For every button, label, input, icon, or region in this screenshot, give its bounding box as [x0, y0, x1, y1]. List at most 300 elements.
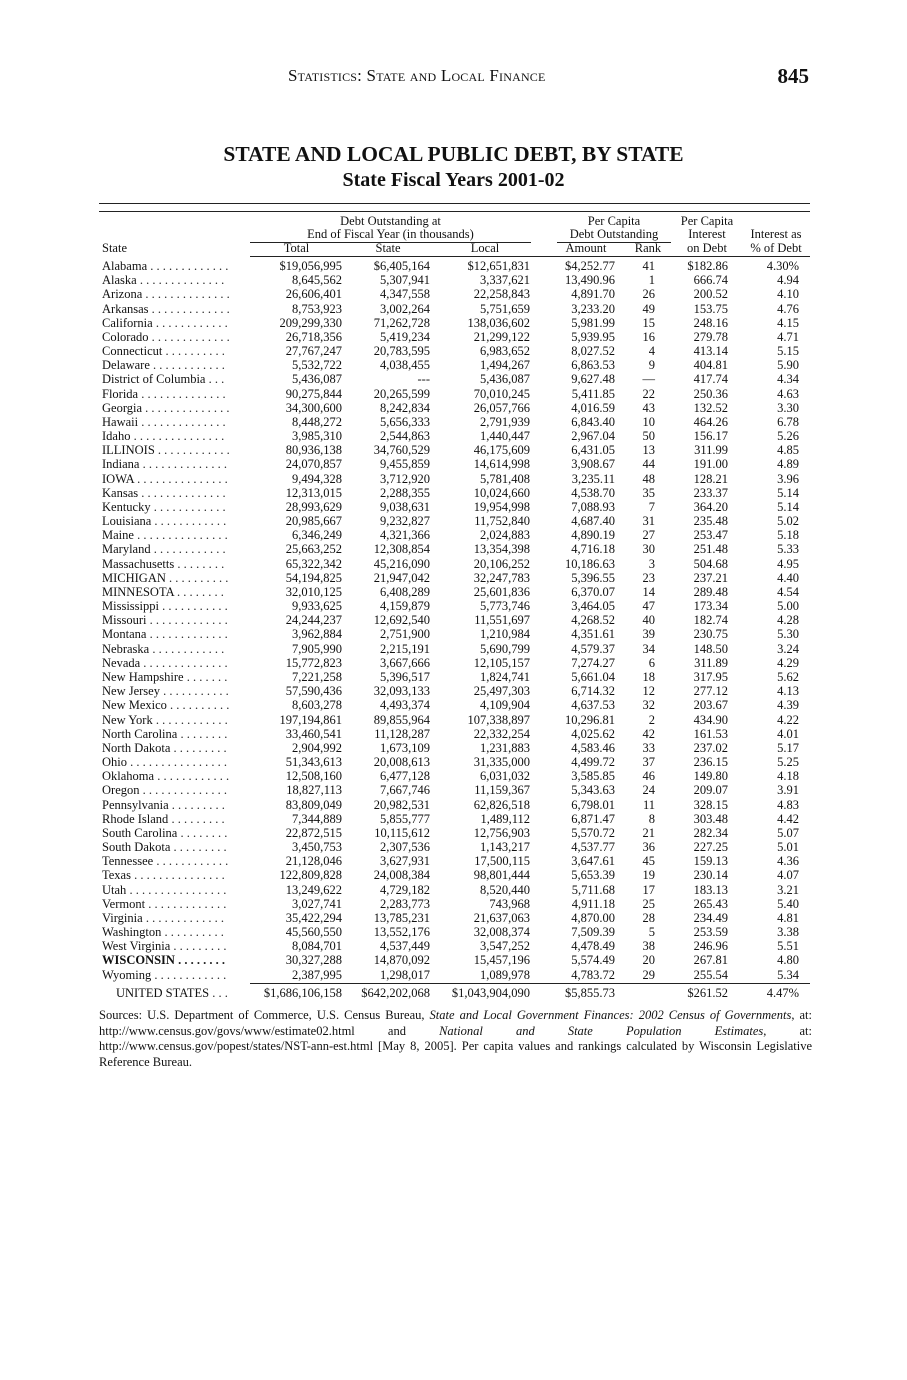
state-name: District of Columbia: [102, 372, 206, 387]
leader-dots: . . . . . . . . . . . .: [151, 967, 227, 982]
state-name: MINNESOTA: [102, 584, 174, 599]
cell-local: 22,258,843: [473, 287, 530, 302]
cell-state-debt: 45,216,090: [373, 556, 430, 571]
cell-total: 80,936,138: [285, 443, 342, 458]
header-state-debt: State: [375, 241, 401, 255]
cell-interest: 230.14: [693, 868, 728, 883]
cell-state-name: [102, 542, 248, 556]
leader-dots: . . . . . . . . . .: [166, 698, 230, 713]
cell-amount: 3,235.11: [571, 471, 615, 486]
header-debt-group-line1: Debt Outstanding at: [340, 214, 441, 228]
table-row: [99, 542, 810, 556]
table-row: [99, 727, 810, 741]
state-name: Oklahoma: [102, 769, 155, 784]
state-name: Oregon: [102, 783, 140, 798]
cell-rank: 14: [642, 584, 655, 599]
leader-dots: . . . . . . . .: [173, 584, 224, 599]
table-row: [99, 840, 810, 854]
state-name: Texas: [102, 868, 131, 883]
cell-state-debt: 2,283,773: [380, 896, 430, 911]
cell-interest: 417.74: [693, 372, 728, 387]
cell-state-debt: 9,038,631: [380, 499, 430, 514]
table-row: [99, 613, 810, 627]
cell-local: 8,520,440: [480, 882, 530, 897]
table-subtitle: State Fiscal Years 2001-02: [342, 169, 565, 191]
cell-amount: 5,396.55: [571, 570, 615, 585]
state-name: Alabama: [102, 259, 148, 273]
cell-state-debt: 13,552,176: [373, 925, 430, 940]
table-row: [99, 854, 810, 868]
state-name: Arkansas: [102, 301, 149, 316]
state-name: North Carolina: [102, 726, 178, 741]
state-name: North Dakota: [102, 740, 171, 755]
table-row: [99, 287, 810, 301]
cell-rank: 28: [642, 910, 655, 925]
cell-state-name: [102, 557, 248, 571]
cell-state-name: [102, 868, 248, 882]
header-state: State: [102, 241, 127, 255]
table-row: [99, 500, 810, 514]
cell-pct: 5.30: [777, 627, 799, 642]
cell-rank: 43: [642, 400, 655, 415]
cell-total: 22,872,515: [285, 825, 342, 840]
cell-interest: 156.17: [693, 429, 728, 444]
cell-amount: 3,585.85: [571, 769, 615, 784]
cell-rank: 37: [642, 755, 655, 770]
cell-rank: 49: [642, 301, 655, 316]
table-row: [99, 599, 810, 613]
cell-interest: 404.81: [693, 358, 728, 373]
cell-total: 209,299,330: [279, 315, 342, 330]
cell-state-name: [102, 656, 248, 670]
cell-local: 21,299,122: [473, 329, 530, 344]
cell-state-name: [102, 585, 248, 599]
state-name: West Virginia: [102, 939, 171, 954]
table-row: [99, 741, 810, 755]
cell-total: 2,387,995: [292, 967, 342, 982]
cell-pct: 4.28: [777, 613, 799, 628]
cell-amount: $4,252.77: [565, 259, 615, 273]
cell-pct: 4.29: [777, 655, 799, 670]
table-row: [99, 627, 810, 641]
cell-local: 11,551,697: [474, 613, 530, 628]
cell-rank: 33: [642, 740, 655, 755]
header-interest-line3: on Debt: [687, 241, 727, 255]
state-name: New York: [102, 712, 153, 727]
cell-total: 9,933,625: [292, 599, 342, 614]
cell-state-debt: 24,008,384: [373, 868, 430, 883]
state-name: Missouri: [102, 613, 147, 628]
cell-state-debt: 14,870,092: [373, 953, 430, 968]
leader-dots: . . . . . . . . . . . . .: [148, 301, 230, 316]
leader-dots: . . . . . . . . . . . .: [152, 712, 228, 727]
cell-total: 34,300,600: [285, 400, 342, 415]
cell-total: 12,313,015: [285, 485, 342, 500]
cell-state-debt: 12,308,854: [373, 542, 430, 557]
cell-rank: 46: [642, 769, 655, 784]
cell-local: 6,031,032: [480, 769, 530, 784]
cell-state-debt: $6,405,164: [373, 259, 430, 273]
cell-amount: 6,714.32: [571, 684, 615, 699]
leader-dots: . . . . . . . . . . . .: [151, 514, 227, 529]
cell-pct: 5.18: [777, 528, 799, 543]
cell-pct: 3.30: [777, 400, 799, 415]
table-row: [99, 769, 810, 783]
cell-amount: 5,939.95: [571, 329, 615, 344]
cell-amount: 6,871.47: [571, 811, 615, 826]
cell-total: 8,645,562: [292, 273, 342, 288]
cell-pct: 5.17: [777, 740, 799, 755]
table-row: [99, 698, 810, 712]
header-debt-group-line2: End of Fiscal Year (in thousands): [307, 227, 474, 241]
cell-pct: 5.00: [777, 599, 799, 614]
cell-amount: 4,891.70: [571, 287, 615, 302]
state-name: Virginia: [102, 910, 143, 925]
cell-pct: 3.38: [777, 925, 799, 940]
cell-total: 57,590,436: [285, 684, 342, 699]
cell-amount: 4,025.62: [571, 726, 615, 741]
leader-dots: . . . . . . . .: [174, 556, 225, 571]
table-title: STATE AND LOCAL PUBLIC DEBT, BY STATE: [223, 142, 684, 166]
header-interest-line2: Interest: [688, 227, 726, 241]
table-row: [99, 486, 810, 500]
cell-pct: 4.95: [777, 556, 799, 571]
cell-amount: 4,538.70: [571, 485, 615, 500]
cell-local: 1,494,267: [480, 358, 530, 373]
cell-state-name: [102, 372, 248, 386]
state-name: Louisiana: [102, 514, 152, 529]
cell-pct: 5.14: [777, 485, 799, 500]
cell-state-debt: 11,128,287: [374, 726, 430, 741]
leader-dots: . . . . . . . .: [174, 953, 225, 968]
cell-state-debt: 2,751,900: [380, 627, 430, 642]
cell-rank: 2: [648, 712, 655, 727]
cell-state-name: [102, 984, 262, 1002]
cell-amount: 4,687.40: [571, 514, 615, 529]
leader-dots: . . . . . . . . . . . .: [153, 854, 229, 869]
cell-pct: 4.07: [777, 868, 799, 883]
cell-local: 46,175,609: [473, 443, 530, 458]
state-name: Idaho: [102, 429, 131, 444]
cell-local: 1,143,217: [480, 840, 530, 855]
cell-pct: 4.34: [777, 372, 799, 387]
table-row: [99, 684, 810, 698]
cell-local: 22,332,254: [473, 726, 530, 741]
cell-state-name: [102, 613, 248, 627]
cell-total: 8,603,278: [292, 698, 342, 713]
cell-rank: 36: [642, 840, 655, 855]
cell-local: 3,547,252: [480, 939, 530, 954]
cell-state-debt: 6,408,289: [380, 584, 430, 599]
state-name: Georgia: [102, 400, 143, 415]
table-row: [99, 316, 810, 330]
table-row: [99, 911, 810, 925]
cell-pct: 4.01: [777, 726, 799, 741]
cell-pct: 4.42: [777, 811, 799, 826]
state-name: New Jersey: [102, 684, 160, 699]
cell-local: 1,210,984: [480, 627, 530, 642]
table-row: [99, 387, 810, 401]
cell-local: 98,801,444: [473, 868, 530, 883]
table-row: [99, 372, 810, 386]
cell-local: $12,651,831: [467, 259, 530, 273]
cell-pct: 4.76: [777, 301, 799, 316]
table-row: [99, 868, 810, 882]
state-name: Massachusetts: [102, 556, 175, 571]
cell-state-debt: 32,093,133: [373, 684, 430, 699]
cell-state-name: [102, 897, 248, 911]
leader-dots: . . . . . . . . . . . . .: [146, 627, 228, 642]
cell-interest: 191.00: [693, 457, 728, 472]
cell-interest: 265.43: [693, 896, 728, 911]
cell-pct: 4.94: [777, 273, 799, 288]
cell-state-debt: 20,783,595: [373, 344, 430, 359]
sources-mid: , at: http://www.census.gov/govs/www/estimate02.html and: [99, 1008, 812, 1038]
cell-state-debt: 2,215,191: [380, 641, 430, 656]
cell-pct: 4.15: [777, 315, 799, 330]
cell-pct: 4.63: [777, 386, 799, 401]
state-name: South Dakota: [102, 840, 171, 855]
cell-state-name: [102, 500, 248, 514]
cell-rank: 44: [642, 457, 655, 472]
table-row: [99, 472, 810, 486]
cell-interest: 203.67: [693, 698, 728, 713]
cell-state-name: [102, 741, 248, 755]
cell-local: 31,335,000: [473, 755, 530, 770]
cell-rank: 3: [648, 556, 655, 571]
cell-local: 32,008,374: [473, 925, 530, 940]
cell-interest: 364.20: [693, 499, 728, 514]
cell-interest: 230.75: [693, 627, 728, 642]
table-row: [99, 415, 810, 429]
leader-dots: . . . . . . . . . . . . . . .: [130, 868, 225, 883]
cell-state-name: [102, 968, 248, 982]
cell-local: 12,105,157: [473, 655, 530, 670]
cell-pct: 4.54: [777, 584, 799, 599]
cell-pct: 5.62: [777, 669, 799, 684]
leader-dots: . . . . . . . . . . . . . .: [138, 485, 226, 500]
cell-pct: 5.40: [777, 896, 799, 911]
leader-dots: . . . . . . . . . .: [162, 344, 225, 359]
cell-interest: 303.48: [693, 811, 728, 826]
cell-rank: 48: [642, 471, 655, 486]
leader-dots: . . . . . . . . . . . . .: [146, 613, 228, 628]
cell-local: 26,057,766: [473, 400, 530, 415]
cell-amount: 6,798.01: [571, 797, 615, 812]
header-rank: Rank: [634, 241, 662, 255]
cell-total: 26,606,401: [285, 287, 342, 302]
cell-total: 24,070,857: [285, 457, 342, 472]
table-row: [99, 713, 810, 727]
cell-state-name: [102, 883, 248, 897]
cell-interest: 237.02: [693, 740, 728, 755]
leader-dots: . . . . . . . . . . . . . . .: [133, 528, 228, 543]
cell-state-debt: 20,982,531: [373, 797, 430, 812]
cell-amount: 5,411.85: [571, 386, 615, 401]
cell-rank: 1: [648, 273, 655, 288]
cell-pct: 4.47%: [766, 985, 799, 1000]
state-name: Montana: [102, 627, 147, 642]
cell-local: 5,781,408: [480, 471, 530, 486]
cell-local: 17,500,115: [474, 854, 530, 869]
state-name: Kansas: [102, 485, 139, 500]
cell-state-debt: 5,396,517: [380, 669, 430, 684]
cell-amount: 4,478.49: [571, 939, 615, 954]
cell-local: 25,497,303: [473, 684, 530, 699]
cell-state-name: [102, 698, 248, 712]
cell-local: 2,791,939: [480, 414, 530, 429]
running-head: Statistics: State and Local Finance: [288, 66, 546, 85]
cell-amount: 3,233.20: [571, 301, 615, 316]
cell-interest: 159.13: [693, 854, 728, 869]
cell-rank: 5: [648, 925, 655, 940]
cell-pct: 5.15: [777, 344, 799, 359]
cell-state-name: [102, 259, 248, 273]
cell-interest: 504.68: [693, 556, 728, 571]
cell-rank: 17: [642, 882, 655, 897]
table-row: [99, 557, 810, 571]
cell-state-debt: 4,729,182: [380, 882, 430, 897]
cell-local: 5,690,799: [480, 641, 530, 656]
cell-interest: 317.95: [693, 669, 728, 684]
state-name: Ohio: [102, 755, 127, 770]
cell-state-name: [102, 953, 248, 967]
top-rule: [99, 203, 810, 204]
cell-total: 6,346,249: [292, 528, 342, 543]
table-row: [99, 642, 810, 656]
cell-pct: 5.51: [777, 939, 799, 954]
cell-state-debt: 2,288,355: [380, 485, 430, 500]
cell-state-debt: 5,855,777: [380, 811, 430, 826]
cell-state-debt: 8,242,834: [380, 400, 430, 415]
cell-local: 11,752,840: [474, 514, 530, 529]
state-name: New Hampshire: [102, 669, 184, 684]
leader-dots: . . . . . . . . . . . .: [149, 641, 225, 656]
cell-amount: 3,647.61: [571, 854, 615, 869]
cell-interest: 235.48: [693, 514, 728, 529]
cell-interest: 153.75: [693, 301, 728, 316]
cell-rank: 21: [642, 825, 655, 840]
cell-state-name: [102, 415, 248, 429]
cell-state-debt: 6,477,128: [380, 769, 430, 784]
table-row: [99, 783, 810, 797]
cell-total: 21,128,046: [285, 854, 342, 869]
cell-state-name: [102, 769, 248, 783]
state-name: Mississippi: [102, 599, 159, 614]
cell-interest: 255.54: [693, 967, 728, 982]
leader-dots: . . . . . . . . .: [168, 811, 225, 826]
cell-local: 4,109,904: [480, 698, 530, 713]
cell-state-debt: 4,537,449: [380, 939, 430, 954]
cell-rank: 20: [642, 953, 655, 968]
cell-pct: 4.80: [777, 953, 799, 968]
table-row: [99, 953, 810, 967]
cell-rank: 25: [642, 896, 655, 911]
table-total-row: [99, 984, 810, 1000]
cell-interest: 132.52: [693, 400, 728, 415]
cell-amount: 4,537.77: [571, 840, 615, 855]
cell-pct: 4.89: [777, 457, 799, 472]
cell-total: 7,221,258: [292, 669, 342, 684]
cell-interest: 148.50: [693, 641, 728, 656]
cell-rank: 4: [648, 344, 655, 359]
cell-state-debt: 3,712,920: [380, 471, 430, 486]
cell-rank: 11: [642, 797, 655, 812]
cell-total: 8,084,701: [292, 939, 342, 954]
cell-interest: 183.13: [693, 882, 728, 897]
cell-local: $1,043,904,090: [451, 985, 530, 1000]
cell-amount: 7,274.27: [571, 655, 615, 670]
cell-state-name: [102, 840, 248, 854]
cell-rank: 31: [642, 514, 655, 529]
state-name: Washington: [102, 925, 162, 940]
table-row: [99, 670, 810, 684]
cell-state-name: [102, 514, 248, 528]
cell-state-debt: 1,298,017: [380, 967, 430, 982]
cell-local: 70,010,245: [473, 386, 530, 401]
cell-state-name: [102, 670, 248, 684]
cell-state-name: [102, 755, 248, 769]
table-row: [99, 514, 810, 528]
cell-interest: 227.25: [693, 840, 728, 855]
cell-rank: 38: [642, 939, 655, 954]
cell-local: 19,954,998: [473, 499, 530, 514]
cell-state-name: [102, 472, 248, 486]
table-row: [99, 812, 810, 826]
header-percap-group-line2: Debt Outstanding: [569, 227, 659, 241]
cell-rank: 19: [642, 868, 655, 883]
cell-pct: 5.26: [777, 429, 799, 444]
table-row: [99, 528, 810, 542]
cell-rank: 10: [642, 414, 655, 429]
cell-state-debt: 13,785,231: [373, 910, 430, 925]
cell-total: 27,767,247: [285, 344, 342, 359]
state-name: New Mexico: [102, 698, 167, 713]
cell-pct: 4.40: [777, 570, 799, 585]
cell-local: 20,106,252: [473, 556, 530, 571]
table-row: [99, 344, 810, 358]
cell-pct: 4.22: [777, 712, 799, 727]
table-row: [99, 457, 810, 471]
cell-state-name: [102, 713, 248, 727]
table-row: [99, 401, 810, 415]
table-row: [99, 755, 810, 769]
cell-interest: 289.48: [693, 584, 728, 599]
cell-state-debt: 2,307,536: [380, 840, 430, 855]
cell-amount: 2,967.04: [571, 429, 615, 444]
cell-pct: 5.90: [777, 358, 799, 373]
cell-state-name: [102, 387, 248, 401]
cell-total: 18,827,113: [286, 783, 342, 798]
cell-state-name: [102, 727, 248, 741]
cell-amount: 5,653.39: [571, 868, 615, 883]
cell-interest: 173.34: [693, 599, 728, 614]
state-name: Maine: [102, 528, 134, 543]
cell-local: 743,968: [489, 896, 530, 911]
cell-pct: 5.01: [777, 840, 799, 855]
leader-dots: . . . . . . . . . . . .: [154, 443, 230, 458]
cell-interest: 251.48: [693, 542, 728, 557]
cell-pct: 3.96: [777, 471, 799, 486]
cell-state-name: [102, 429, 248, 443]
leader-dots: . . . . . . . .: [177, 726, 228, 741]
cell-local: 1,824,741: [480, 669, 530, 684]
cell-state-name: [102, 344, 248, 358]
cell-pct: 5.02: [777, 514, 799, 529]
cell-total: 33,460,541: [285, 726, 342, 741]
cell-state-debt: 4,321,366: [380, 528, 430, 543]
cell-interest: 128.21: [693, 471, 728, 486]
